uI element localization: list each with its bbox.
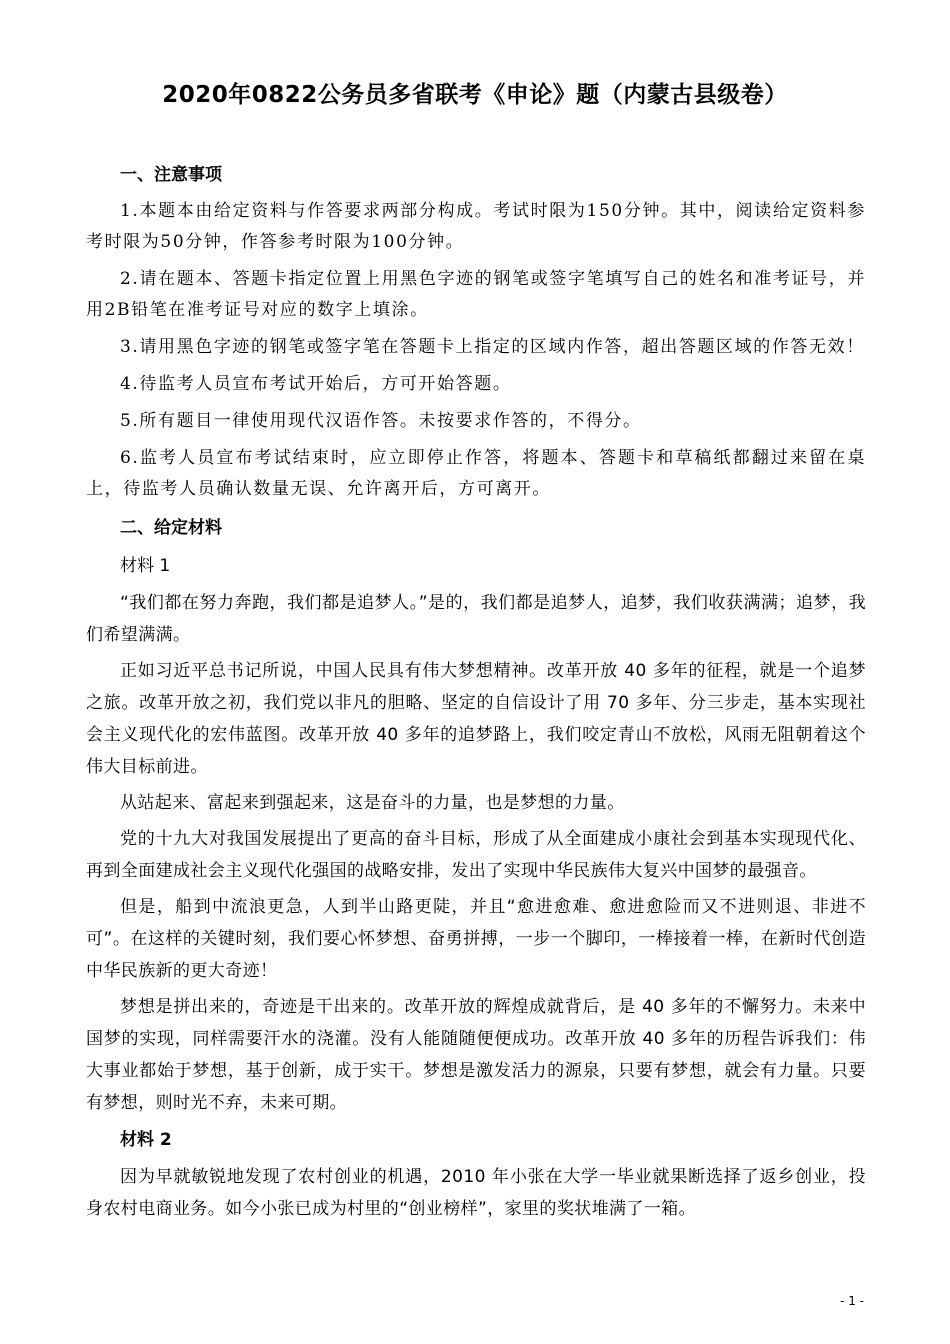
material-paragraph: 党的十九大对我国发展提出了更高的奋斗目标，形成了从全面建成小康社会到基本实现现代化、再到全面建成社会主义现代化强国的战略安排，发出了实现中华民族伟大复兴中国梦的最强音。 [86, 829, 866, 881]
page-number: - 1 - [840, 1294, 864, 1308]
section-heading-notes: 一、注意事项 [120, 165, 222, 185]
material-1-title: 材料 1 [120, 556, 171, 576]
note-item: 2.请在题本、答题卡指定位置上用黑色字迹的钢笔或签字笔填写自己的姓名和准考证号，并用2B铅笔在准考证号对应的数字上填涂。 [86, 269, 866, 320]
note-item: 1.本题本由给定资料与作答要求两部分构成。考试时限为150分钟。其中，阅读给定资料参考时限为50分钟，作答参考时限为100分钟。 [86, 201, 866, 252]
section-heading-materials: 二、给定材料 [120, 518, 222, 538]
document-body [86, 158, 866, 1229]
note-item: 4.待监考人员宣布考试开始后，方可开始答题。 [120, 374, 512, 394]
note-item: 6.监考人员宣布考试结束时，应立即停止作答，将题本、答题卡和草稿纸都翻过来留在桌上，待监考人员确认数量无误、允许离开后，方可离开。 [86, 448, 866, 499]
material-paragraph: “我们都在努力奔跑，我们都是追梦人。”是的，我们都是追梦人，追梦，我们收获满满；追梦，我们希望满满。 [86, 593, 866, 645]
material-paragraph: 梦想是拼出来的，奇迹是干出来的。改革开放的辉煌成就背后，是 40 多年的不懈努力。未来中国梦的实现，同样需要汗水的浇灌。没有人能随随便便成功。改革开放 40 多年的历程告诉我们：伟大事业都始于梦想，基于创新，成于实干。梦想是激发活力的源泉，只要有梦想，就会有力量。只要有梦想，则时光不弃，未来可期。 [86, 997, 866, 1113]
material-paragraph: 从站起来、富起来到强起来，这是奋斗的力量，也是梦想的力量。 [120, 793, 625, 813]
material-paragraph: 正如习近平总书记所说，中国人民具有伟大梦想精神。改革开放 40 多年的征程，就是一个追梦之旅。改革开放之初，我们党以非凡的胆略、坚定的自信设计了用 70 多年、分三步走，基本实现社会主义现代化的宏伟蓝图。改革开放 40 多年的追梦路上，我们咬定青山不放松，风雨无阻朝着这个伟大目标前进。 [86, 661, 866, 777]
note-item: 5.所有题目一律使用现代汉语作答。未按要求作答的，不得分。 [120, 411, 642, 431]
material-paragraph: 但是，船到中流浪更急，人到半山路更陡，并且“愈进愈难、愈进愈险而又不进则退、非进不可”。在这样的关键时刻，我们要心怀梦想、奋勇拼搏，一步一个脚印，一棒接着一棒，在新时代创造中华民族新的更大奇迹！ [86, 897, 866, 981]
document-title: 2020年0822公务员多省联考《申论》题（内蒙古县级卷） [162, 82, 788, 108]
note-item: 3.请用黑色字迹的钢笔或签字笔在答题卡上指定的区域内作答，超出答题区域的作答无效！ [120, 337, 865, 357]
material-paragraph: 因为早就敏锐地发现了农村创业的机遇，2010 年小张在大学一毕业就果断选择了返乡创业，投身农村电商业务。如今小张已成为村里的“创业榜样”，家里的奖状堆满了一箱。 [86, 1167, 866, 1219]
material-2-title: 材料 2 [120, 1130, 172, 1150]
